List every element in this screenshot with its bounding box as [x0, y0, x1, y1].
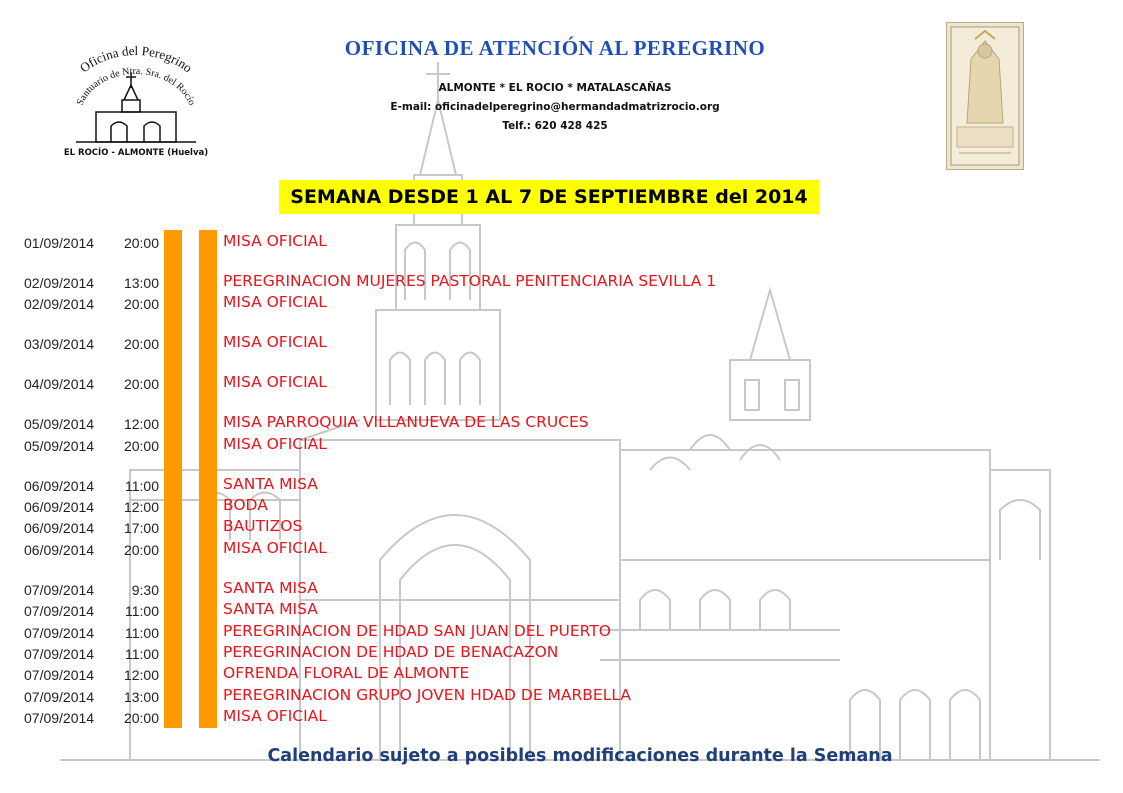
row-date: 05/09/2014: [24, 438, 95, 454]
row-event: SANTA MISA: [223, 600, 318, 618]
svg-text:Santuario de Ntra. Sra. del Ro: Santuario de Ntra. Sra. del Rocío: [74, 65, 198, 108]
row-event: MISA OFICIAL: [223, 707, 327, 725]
row-time: 20:00: [123, 336, 159, 352]
row-date: 07/09/2014: [24, 689, 95, 705]
virgen-del-rocio-image: [946, 22, 1024, 170]
orange-separator-bar: [199, 230, 217, 728]
row-date: 07/09/2014: [24, 667, 95, 683]
row-time: 12:00: [123, 499, 159, 515]
row-event: SANTA MISA: [223, 475, 318, 493]
row-date: 01/09/2014: [24, 235, 95, 251]
svg-text:Oficina del Peregrino: Oficina del Peregrino: [76, 42, 196, 76]
week-highlight: [279, 180, 819, 214]
row-date: 06/09/2014: [24, 478, 95, 494]
row-time: 11:00: [125, 603, 159, 619]
row-time: 20:00: [123, 296, 159, 312]
row-event: BAUTIZOS: [223, 517, 303, 535]
row-date: 05/09/2014: [24, 416, 95, 432]
row-time: 20:00: [123, 235, 159, 251]
row-time: 11:00: [125, 478, 159, 494]
row-time: 13:00: [123, 689, 159, 705]
row-date: 03/09/2014: [24, 336, 95, 352]
row-event: PEREGRINACION DE HDAD SAN JUAN DEL PUERTO: [223, 622, 611, 640]
row-date: 04/09/2014: [24, 376, 95, 392]
row-date: 06/09/2014: [24, 499, 95, 515]
row-date: 07/09/2014: [24, 625, 95, 641]
row-date: 07/09/2014: [24, 582, 95, 598]
row-time: 11:00: [125, 646, 159, 662]
row-date: 07/09/2014: [24, 646, 95, 662]
row-time: 9:30: [131, 582, 159, 598]
row-event: MISA OFICIAL: [223, 333, 327, 351]
row-date: 02/09/2014: [24, 275, 95, 291]
row-date: 07/09/2014: [24, 710, 95, 726]
row-event: OFRENDA FLORAL DE ALMONTE: [223, 664, 470, 682]
svg-text:EL ROCÍO - ALMONTE (Huelva): EL ROCÍO - ALMONTE (Huelva): [63, 148, 209, 158]
row-event: MISA OFICIAL: [223, 373, 327, 391]
row-event: SANTA MISA: [223, 579, 318, 597]
row-date: 07/09/2014: [24, 603, 95, 619]
row-event: MISA OFICIAL: [223, 232, 327, 250]
row-time: 20:00: [123, 542, 159, 558]
row-date: 02/09/2014: [24, 296, 95, 312]
oficina-peregrino-logo: [56, 40, 216, 160]
row-event: MISA OFICIAL: [223, 293, 327, 311]
row-time: 20:00: [123, 376, 159, 392]
week-label: SEMANA DESDE 1 AL 7 DE SEPTIEMBRE del 2014: [290, 186, 808, 208]
schedule-disclaimer: Calendario sujeto a posibles modificaciones durante la Semana: [267, 746, 893, 766]
row-event: MISA OFICIAL: [223, 539, 327, 557]
row-event: BODA: [223, 496, 268, 514]
row-time: 13:00: [123, 275, 159, 291]
email-line: E-mail: oficinadelperegrino@hermandadmatrizrocio.org: [390, 101, 720, 113]
orange-separator-bar: [164, 230, 182, 728]
row-time: 12:00: [123, 667, 159, 683]
row-event: PEREGRINACION MUJERES PASTORAL PENITENCIARIA SEVILLA 1: [223, 272, 717, 290]
phone-line: Telf.: 620 428 425: [502, 120, 608, 132]
row-event: MISA OFICIAL: [223, 435, 327, 453]
row-time: 17:00: [123, 520, 159, 536]
row-date: 06/09/2014: [24, 520, 95, 536]
row-event: PEREGRINACION GRUPO JOVEN HDAD DE MARBELLA: [223, 686, 631, 704]
row-time: 20:00: [123, 438, 159, 454]
office-title: OFICINA DE ATENCIÓN AL PEREGRINO: [344, 36, 766, 60]
row-date: 06/09/2014: [24, 542, 95, 558]
row-time: 20:00: [123, 710, 159, 726]
row-time: 11:00: [125, 625, 159, 641]
row-event: PEREGRINACION DE HDAD DE BENACAZON: [223, 643, 559, 661]
row-time: 12:00: [123, 416, 159, 432]
locations-line: ALMONTE * EL ROCIO * MATALASCAÑAS: [438, 82, 672, 94]
row-event: MISA PARROQUIA VILLANUEVA DE LAS CRUCES: [223, 413, 589, 431]
